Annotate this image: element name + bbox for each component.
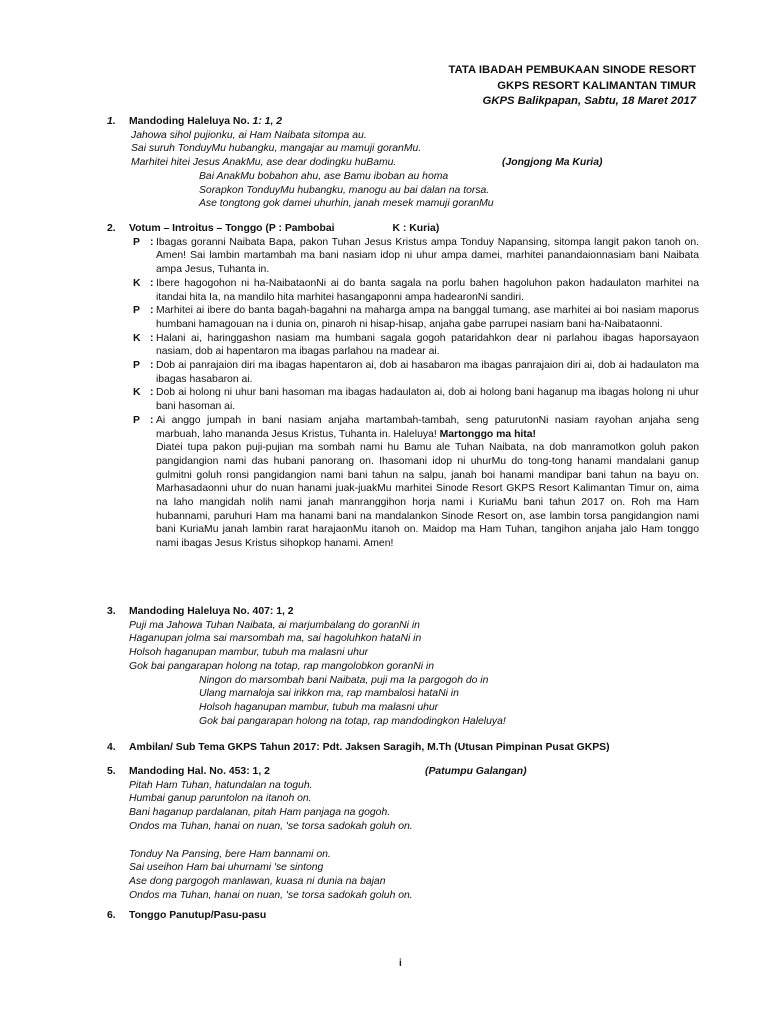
lyric-line: Holsoh haganupan mambur, tubuh ma malasni uhur [199, 701, 439, 713]
speaker-label: P [133, 414, 140, 426]
liturgy-exchange: K : Ibere hagogohon ni ha-NaibataonNi ai do banta sagala na porlu bahen hagoluhon pakon hadaulaton marhitei na itandai hita Ia, na mandilo hita marhitei hasangaponni ampa hadearonNi sandiri. [133, 277, 699, 303]
speaker-label: K [133, 332, 141, 344]
lyric-line: Bani haganup pardalanan, pitah Ham panjaga na gogoh. [129, 807, 391, 819]
liturgy-exchange: P : Ibagas goranni Naibata Bapa, pakon Tuhan Jesus Kristus ampa Tonduy Napansing, sitompa langit pakon tanoh on. Amen! Sai lambin martambah ma bani nasiam idop ni uhur ampa damei, marhitei panandaionnasiam bani Naibata ampa Jesus, Tuhanta in. [133, 236, 699, 276]
speaker-label: K [133, 387, 141, 399]
hymn-verse-1 [129, 779, 699, 834]
liturgy-exchange: P : Dob ai panrajaion diri ma ibagas hapentaron ai, dob ai hasabaron ma ibagas panrajaion diri ai, dob ai hadaulaton ma ibagas hasabaron ai. [133, 360, 699, 385]
lyric-line: Sorapkon TonduyMu hubangku, manogu au bai dalan na torsa. [199, 184, 490, 196]
section-title [129, 115, 699, 129]
liturgy-text: Dob ai holong ni uhur bani hasoman ma ibagas hadaulaton ai, dob ai holong bani haganup ma ibagas holong ni uhur bani hasoman ai. [156, 387, 699, 413]
lyric-line: Sai suruh TonduyMu hubangku, mangajar au mamuji goranMu. [131, 143, 422, 155]
lyric-line: Marhitei hitei Jesus AnakMu, ase dear dodingku huBamu. [131, 157, 397, 169]
section-title [129, 222, 699, 236]
liturgy-text: Halani ai, haringgashon nasiam ma humbani sagala gogoh pataridahkon dear ni parlahou ibagas haporsayaon nasiam, dob ai hapentaron ma ibagas parlahou na madear ai. [156, 332, 699, 358]
liturgy-exchange: K : Dob ai holong ni uhur bani hasoman ma ibagas hadaulaton ai, dob ai holong bani haganup ma ibagas holong ni uhur bani hasoman ai. [133, 387, 699, 413]
speaker-label: P [133, 305, 140, 317]
lyric-line: Bai AnakMu bobahon ahu, ase Bamu iboban au homa [199, 170, 449, 182]
document-subtitle: GKPS RESORT KALIMANTAN TIMUR [497, 79, 696, 92]
document-date: GKPS Balikpapan, Sabtu, 18 Maret 2017 [482, 95, 696, 107]
section-title: Ambilan/ Sub Tema GKPS Tahun 2017: Pdt. Jaksen Saragih, M.Th (Utusan Pimpinan Pusat GKPS) [129, 742, 610, 753]
section-2 [107, 222, 699, 551]
section-number: 4. [107, 742, 116, 753]
lyric-line: Ondos ma Tuhan, hanai on nuan, 'se torsa sadokah goluh on. [129, 820, 413, 832]
section-title-text: Mandoding Haleluya No. [129, 116, 250, 127]
lyric-line: Holsoh haganupan mambur, tubuh ma malasni uhur [129, 647, 369, 659]
page-number: i [399, 958, 402, 969]
section-number: 2. [107, 223, 116, 234]
section-number: 6. [107, 910, 116, 921]
section-title: Tonggo Panutup/Pasu-pasu [129, 910, 267, 921]
section-title-kuria: K : Kuria) [392, 223, 440, 234]
section-title: Mandoding Haleluya No. 407: 1, 2 [129, 606, 294, 617]
lyric-line: Pitah Ham Tuhan, hatundalan na toguh. [129, 779, 313, 791]
lyric-line: Tonduy Na Pansing, bere Ham bannami on. [129, 848, 331, 860]
lyric-line: Gok bai pangarapan holong na totap, rap mandodingkon Haleluya! [199, 715, 506, 727]
liturgy-text [156, 414, 699, 441]
section-title-verse: 1: 1, 2 [249, 116, 283, 127]
lyric-line: Sai useihon Ham bai uhurnami 'se sintong [129, 862, 324, 874]
section-number: 5. [107, 766, 116, 777]
speaker-label: K [133, 277, 141, 289]
lyric-line: Haganupan jolma sai marsombah ma, sai hagoluhkon hataNi in [129, 633, 422, 645]
lyric-line: Ase dong pargogoh manlawan, kuasa ni dunia na bajan [129, 875, 386, 887]
prayer-text: Diatei tupa pakon puji-pujian ma sombah nami hu Bamu ale Tuhan Naibata, na dob manramotkon goluh pakon pangidangion nami das hubani panorang on. Ihasomani idop ni uhurMu do tong-tong hanami mandalani ganup gulmitni goluh ronsi pangidangion nami bani tahun na salpu, janah boi hanami mandipar bani tahun na bayu on. Marhasadaonni uhur do nuan hanami juak-juakMu marhitei Sinode Resort GKPS Resort Kalimantan Timur on, aima na laho mangidah nolih nami janah manranggihon horja nami i KuriaMu bani tahun 2017 on. Roh ma Ham hubannami, paruhuri Ham ma hanami bani na mandalankon Sinode Resort on, ase lambin torsa pangidangion nami bani KuriaMu janah lambin rarat harajaonMu itanoh on. Maidop ma Ham Tuhan, tangihon anjaha jalo Ham tonggo nami ibagas Jesus Kristus sihopkop hanami. Amen! [156, 442, 699, 550]
document-title: TATA IBADAH PEMBUKAAN SINODE RESORT [448, 64, 696, 76]
liturgy-text: Ibagas goranni Naibata Bapa, pakon Tuhan Jesus Kristus ampa Tonduy Napansing, sitompa langit pakon tanoh on. Amen! Sai lambin martambah ma bani nasiam idop ni uhur ampa damei, marhitei panandaionnasiam bani Naibata ampa Jesus, Tuhanta in. [156, 236, 699, 276]
section-number: 1. [107, 116, 116, 127]
section-3 [107, 605, 699, 728]
hymn-verse-2 [129, 848, 699, 903]
liturgy-closing-text: Ai anggo jumpah in bani nasiam anjaha martambah-tambah, seng paturutonNi nasiam rayohan anjaha seng marbuah, laho mananda Jesus Kristus, Tuhanta in. Haleluya! [156, 414, 699, 440]
hymn-verse-1 [129, 619, 699, 674]
section-5 [107, 765, 699, 902]
lyric-line: Puji ma Jahowa Tuhan Naibata, ai marjumbalang do goranNi in [129, 619, 420, 631]
speaker-label: P [133, 236, 140, 248]
lyric-line: Gok bai pangarapan holong na totap, rap mangolobkon goranNi in [129, 660, 435, 672]
speaker-label: P [133, 360, 140, 372]
liturgy-exchange: P : Ai anggo jumpah in bani nasiam anjaha martambah-tambah, seng paturutonNi nasiam rayohan anjaha seng marbuah, laho mananda Jesus Kristus, Tuhanta in. Haleluya! Martonggo ma hita! Diatei tupa pakon puji-pujian ma sombah nami hu Bamu ale Tuhan Naibata, na dob manramotkon goluh pakon pangidangion nami das hubani panorang on. Ihasomani idop ni uhurMu do tong-tong hanami mandalani ganup gulmitni goluh ronsi pangidangion nami bani tahun na salpu, janah boi hanami mandipar bani tahun na bayu on. Marhasadaonni uhur do nuan hanami juak-juakMu marhitei Sinode Resort GKPS Resort Kalimantan Timur on, aima na laho mangidah nolih nami janah manranggihon horja nami i KuriaMu bani tahun 2017 on. Roh ma Ham hubannami, paruhuri Ham ma hanami bani na mandalankon Sinode Resort on, ase lambin torsa pangidangion nami bani KuriaMu janah lambin rarat harajaonMu itanoh on. Maidop ma Ham Tuhan, tangihon anjaha jalo Ham tonggo nami ibagas Jesus Kristus sihopkop hanami. Amen! [133, 414, 699, 550]
hymn-verse-2 [199, 170, 699, 211]
section-4 [107, 741, 699, 755]
lyric-line: Ningon do marsombah bani Naibata, puji ma Ia pargogoh do in [199, 674, 489, 686]
lyric-line: Ase tongtong gok damei uhurhin, janah mesek mamuji goranMu [199, 198, 494, 210]
section-number: 3. [107, 606, 116, 617]
lyric-line: Humbai ganup paruntolon na itanoh on. [129, 793, 312, 805]
liturgy-text: Marhitei ai ibere do banta bagah-bagahni na maharga ampa na banggal tumang, ase marhitei ai boi nasiam maporus humbani hamagouan na i dunia on, pinaroh ni hisap-hisap, anjaha gabe parrupei nasiam bani ha-Naibataonni. [156, 305, 699, 330]
liturgy-exchange: K : Halani ai, haringgashon nasiam ma humbani sagala gogoh pataridahkon dear ni parlahou ibagas haporsayaon nasiam, dob ai hapentaron ma ibagas parlahou na madear ai. [133, 332, 699, 358]
liturgy-prayer-call: Martonggo ma hita! [439, 428, 537, 440]
hymn-verse-2 [199, 674, 699, 729]
section-title: Mandoding Hal. No. 453: 1, 2 [129, 766, 270, 777]
lyric-line: Jahowa sihol pujionku, ai Ham Naibata sitompa au. [131, 129, 367, 141]
section-1 [107, 115, 699, 211]
section-6 [107, 909, 699, 923]
liturgy-text: Dob ai panrajaion diri ma ibagas hapentaron ai, dob ai hasabaron ma ibagas panrajaion diri ai, dob ai hadaulaton ma ibagas hasabaron ai. [156, 360, 699, 385]
lyric-line: Ondos ma Tuhan, hanai on nuan, 'se torsa sadokah goluh on. [129, 889, 413, 901]
section-title-text: Votum – Introitus – Tonggo (P : Pambobai [129, 223, 335, 234]
role-tag: (Jongjong Ma Kuria) [502, 157, 603, 168]
role-tag: (Patumpu Galangan) [425, 766, 527, 777]
liturgy-exchange: P : Marhitei ai ibere do banta bagah-bagahni na maharga ampa na banggal tumang, ase marhitei ai boi nasiam maporus humbani hamagouan na i dunia on, pinaroh ni hisap-hisap, anjaha gabe parrupei nasiam bani ha-Naibataonni. [133, 305, 699, 330]
lyric-line: Ulang marnaloja sai irikkon ma, rap mambalosi hataNi in [199, 688, 459, 700]
liturgy-text: Ibere hagogohon ni ha-NaibataonNi ai do banta sagala na porlu bahen hagoluhon pakon hadaulaton marhitei na itandai hita Ia, na mandilo hita marhitei hasangaponni ampa hadearonNi sandiri. [156, 277, 699, 303]
document-header [449, 63, 696, 110]
hymn-verse-1 [131, 129, 699, 170]
